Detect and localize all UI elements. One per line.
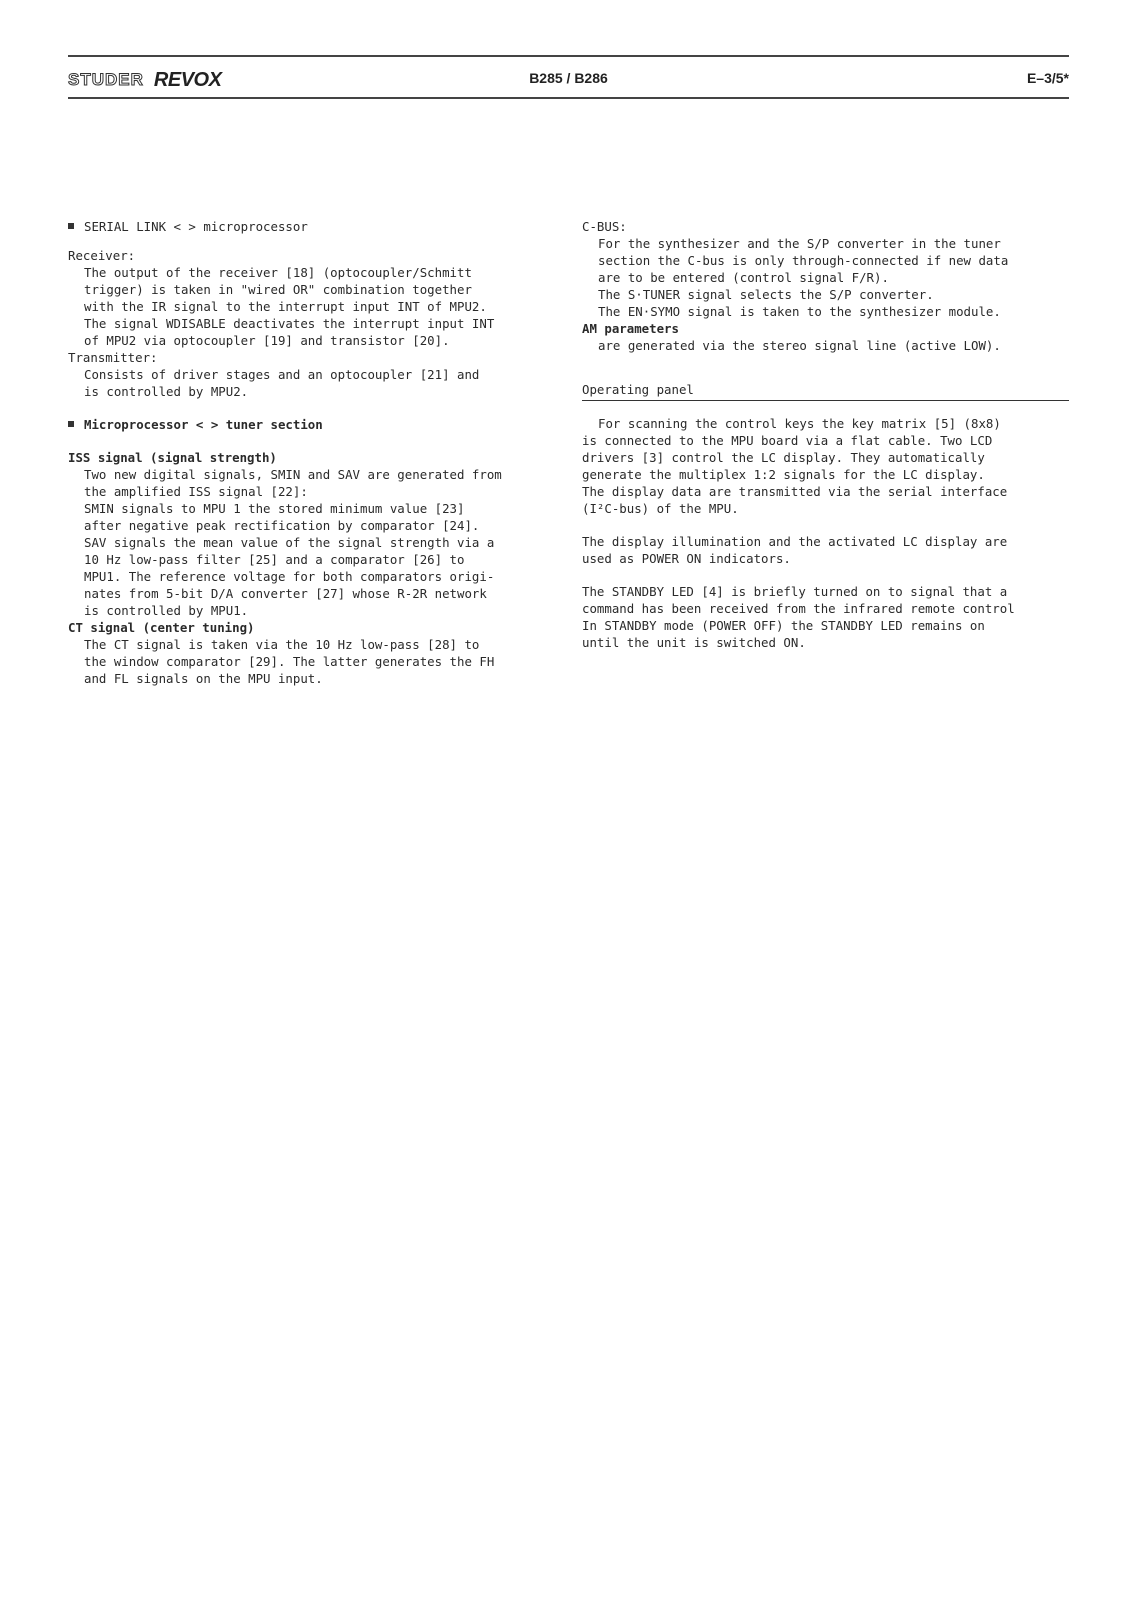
operating-para-3 xyxy=(582,583,1069,651)
text-line: nates from 5-bit D/A converter [27] whose R-2R network xyxy=(84,586,487,601)
text-line: until the unit is switched ON. xyxy=(582,635,806,650)
text-line: For the synthesizer and the S/P converter in the tuner xyxy=(598,236,1001,251)
text-line: trigger) is taken in "wired OR" combination together xyxy=(84,282,472,297)
text-line: and FL signals on the MPU input. xyxy=(84,671,323,686)
text-line: generate the multiplex 1:2 signals for the LC display. xyxy=(582,467,985,482)
cbus-label: C-BUS: xyxy=(582,219,627,234)
text-line: Two new digital signals, SMIN and SAV are generated from xyxy=(84,467,502,482)
text-line: In STANDBY mode (POWER OFF) the STANDBY LED remains on xyxy=(582,618,985,633)
text-line: after negative peak rectification by comparator [24]. xyxy=(84,518,480,533)
left-column xyxy=(68,218,554,687)
text-line: The EN·SYMO signal is taken to the synthesizer module. xyxy=(598,304,1001,319)
bullet-icon xyxy=(68,421,74,427)
text-line: The output of the receiver [18] (optocoupler/Schmitt xyxy=(84,265,472,280)
studer-logo-text: STUDER xyxy=(68,70,144,89)
serial-link-heading: SERIAL LINK < > microprocessor xyxy=(68,218,554,235)
text-line: section the C-bus is only through-connected if new data xyxy=(598,253,1009,268)
ct-signal-label: CT signal (center tuning) xyxy=(68,620,255,635)
page-number: E–3/5* xyxy=(1026,70,1069,86)
text-line: are to be entered (control signal F/R). xyxy=(598,270,889,285)
text-line: the window comparator [29]. The latter generates the FH xyxy=(84,654,495,669)
text-line: SAV signals the mean value of the signal strength via a xyxy=(84,535,495,550)
text-line: For scanning the control keys the key matrix [5] (8x8) xyxy=(598,416,1001,431)
text-line: The display illumination and the activated LC display are xyxy=(582,534,1008,549)
bullet-icon xyxy=(68,223,74,229)
text-line: 10 Hz low-pass filter [25] and a comparator [26] to xyxy=(84,552,465,567)
page-header xyxy=(68,66,1069,94)
right-column xyxy=(582,218,1069,651)
model-title: B285 / B286 xyxy=(529,70,608,86)
revox-logo-text: REVOX xyxy=(153,68,222,91)
text-line: is connected to the MPU board via a flat cable. Two LCD xyxy=(582,433,993,448)
operating-para-2 xyxy=(582,533,1069,567)
am-parameters-text xyxy=(582,337,1069,354)
transmitter-label: Transmitter: xyxy=(68,350,158,365)
text-line: The display data are transmitted via the serial interface xyxy=(582,484,1008,499)
am-parameters-label: AM parameters xyxy=(582,321,679,336)
transmitter-text xyxy=(68,366,554,400)
text-line: with the IR signal to the interrupt input INT of MPU2. xyxy=(84,299,487,314)
text-line: are generated via the stereo signal line (active LOW). xyxy=(598,338,1001,353)
operating-para-1 xyxy=(582,415,1069,517)
text-line: the amplified ISS signal [22]: xyxy=(84,484,308,499)
header-bottom-rule xyxy=(68,97,1069,99)
text-line: The signal WDISABLE deactivates the interrupt input INT xyxy=(84,316,495,331)
text-line: Consists of driver stages and an optocoupler [21] and xyxy=(84,367,480,382)
header-top-rule xyxy=(68,55,1069,57)
text-line: is controlled by MPU2. xyxy=(84,384,249,399)
text-line: is controlled by MPU1. xyxy=(84,603,249,618)
text-line: used as POWER ON indicators. xyxy=(582,551,791,566)
iss-signal-label: ISS signal (signal strength) xyxy=(68,450,277,465)
text-line: (I²C-bus) of the MPU. xyxy=(582,501,739,516)
text-line: drivers [3] control the LC display. They automatically xyxy=(582,450,985,465)
receiver-text xyxy=(68,264,554,349)
text-line: of MPU2 via optocoupler [19] and transistor [20]. xyxy=(84,333,450,348)
receiver-label: Receiver: xyxy=(68,248,136,263)
operating-panel-title: Operating panel xyxy=(582,381,1069,401)
text-line: The CT signal is taken via the 10 Hz low-pass [28] to xyxy=(84,637,480,652)
text-line: MPU1. The reference voltage for both comparators origi- xyxy=(84,569,495,584)
text-line: The S·TUNER signal selects the S/P converter. xyxy=(598,287,934,302)
cbus-text xyxy=(582,235,1069,320)
text-line: command has been received from the infrared remote control xyxy=(582,601,1015,616)
ct-signal-text xyxy=(68,636,554,687)
iss-signal-text xyxy=(68,466,554,619)
text-line: SMIN signals to MPU 1 the stored minimum value [23] xyxy=(84,501,465,516)
text-line: The STANDBY LED [4] is briefly turned on to signal that a xyxy=(582,584,1008,599)
microprocessor-heading: Microprocessor < > tuner section xyxy=(68,416,554,433)
